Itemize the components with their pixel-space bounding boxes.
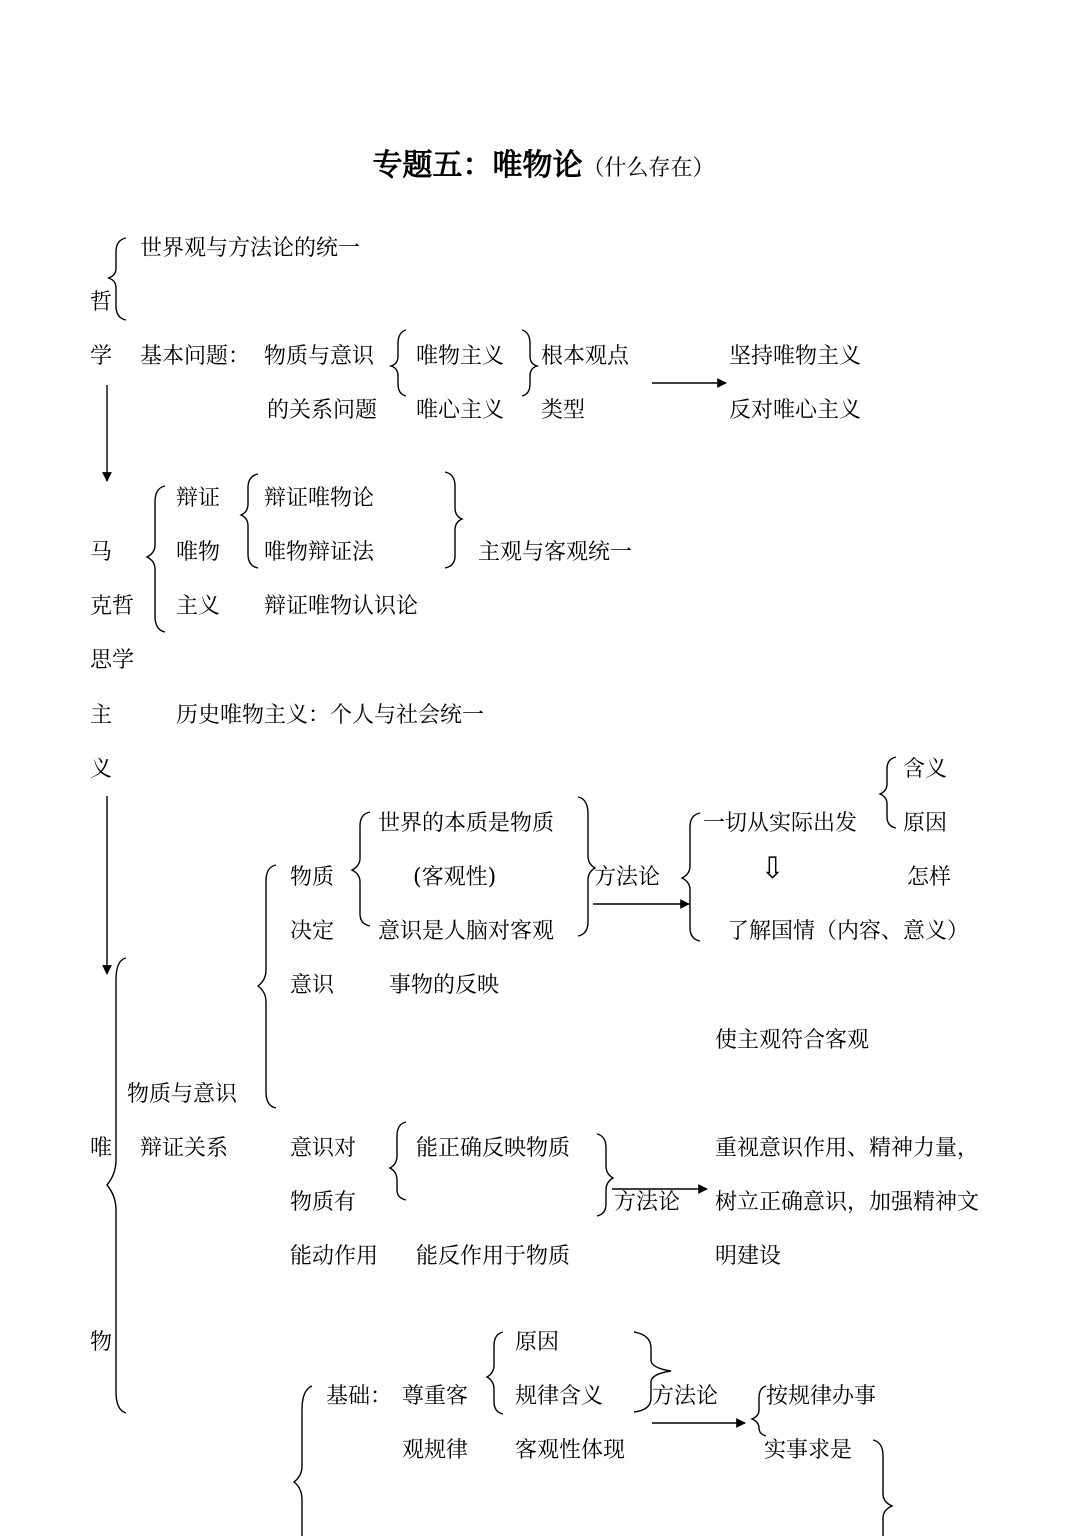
brace-meaning-left bbox=[880, 757, 896, 828]
dm-label-3: 主义 bbox=[176, 594, 221, 619]
brace-basic-question-right bbox=[522, 330, 537, 396]
label-xue: 学 bbox=[90, 344, 113, 369]
materialism-text: 唯物主义 bbox=[416, 344, 505, 369]
basic-question-line2: 的关系问题 bbox=[267, 398, 378, 423]
relation-label-1: 物质与意识 bbox=[127, 1082, 238, 1107]
from-reality-text: 一切从实际出发 bbox=[703, 811, 858, 836]
brace-law-right bbox=[634, 1332, 671, 1412]
brace-active-left bbox=[390, 1122, 406, 1200]
basic-question-label: 基本问题： bbox=[140, 344, 251, 369]
national-conditions-text: 了解国情（内容、意义） bbox=[727, 919, 970, 944]
value-spirit-text: 重视意识作用、精神力量， bbox=[715, 1136, 980, 1161]
title-main: 专题五：唯物论 bbox=[372, 148, 583, 183]
oppose-text: 反对唯心主义 bbox=[729, 398, 862, 423]
brace-law-left bbox=[487, 1332, 503, 1414]
marxism-label-kezhe: 克哲 bbox=[90, 594, 135, 619]
idealism-text: 唯心主义 bbox=[416, 398, 505, 423]
determine-label-3: 意识 bbox=[290, 973, 335, 998]
brace-dm-right bbox=[445, 472, 462, 568]
active-label-1: 意识对 bbox=[290, 1136, 357, 1161]
brace-act-left bbox=[752, 1386, 766, 1436]
brace-essence-right bbox=[578, 797, 595, 936]
respect-law-line1: 尊重客 bbox=[402, 1384, 469, 1409]
marxism-label-sixue: 思学 bbox=[90, 648, 135, 673]
active-label-2: 物质有 bbox=[290, 1190, 357, 1215]
root-view-text: 根本观点 bbox=[541, 344, 630, 369]
law-reason-text: 原因 bbox=[515, 1330, 560, 1355]
brace-basic-question-left bbox=[391, 330, 406, 396]
meaning-text: 含义 bbox=[903, 757, 948, 782]
brace-determine-left bbox=[258, 865, 276, 1108]
determine-label-1: 物质 bbox=[290, 865, 335, 890]
establish-text-line1: 树立正确意识，加强精神文 bbox=[715, 1190, 980, 1215]
basic-question-line1: 物质与意识 bbox=[264, 344, 375, 369]
brace-essence-left bbox=[352, 812, 370, 926]
objectivity-text: (客观性) bbox=[413, 865, 497, 890]
consciousness-reflect-line1: 意识是人脑对客观 bbox=[378, 919, 555, 944]
subj-fit-obj-text: 使主观符合客观 bbox=[715, 1028, 870, 1053]
determine-label-2: 决定 bbox=[290, 919, 335, 944]
method-label-2: 方法论 bbox=[614, 1190, 681, 1215]
how-text: 怎样 bbox=[907, 865, 952, 890]
basis-label: 基础： bbox=[326, 1384, 393, 1409]
historical-materialism-text: 历史唯物主义：个人与社会统一 bbox=[176, 703, 485, 728]
brace-reality-left bbox=[682, 813, 700, 941]
active-label-3: 能动作用 bbox=[290, 1244, 379, 1269]
respect-law-line2: 观规律 bbox=[402, 1438, 469, 1463]
act-by-law-text: 按规律办事 bbox=[766, 1384, 877, 1409]
title-sub: （什么存在） bbox=[582, 156, 715, 181]
label-zhe: 哲 bbox=[90, 290, 113, 315]
establish-text-line2: 明建设 bbox=[715, 1244, 782, 1269]
marxism-label-yi: 义 bbox=[90, 757, 113, 782]
reflect-correct-text: 能正确反映物质 bbox=[416, 1136, 571, 1161]
brace-marxism-left bbox=[147, 486, 165, 632]
uphold-text: 坚持唯物主义 bbox=[729, 344, 862, 369]
react-on-text: 能反作用于物质 bbox=[416, 1244, 571, 1269]
materialist-dialectics-text: 唯物辩证法 bbox=[264, 540, 375, 565]
consciousness-reflect-line2: 事物的反映 bbox=[389, 973, 500, 998]
method-label-3: 方法论 bbox=[652, 1384, 719, 1409]
marxism-label-zhu: 主 bbox=[90, 703, 113, 728]
subj-obj-unity-text: 主观与客观统一 bbox=[478, 540, 633, 565]
brace-basis-left bbox=[294, 1386, 312, 1536]
brace-materialism-left bbox=[107, 958, 126, 1413]
law-meaning-text: 规律含义 bbox=[515, 1384, 604, 1409]
materialism-label-wei: 唯 bbox=[90, 1136, 113, 1161]
dialectical-materialism-text: 辩证唯物论 bbox=[264, 486, 375, 511]
brace-dm-left bbox=[241, 474, 258, 568]
type-text: 类型 bbox=[541, 398, 586, 423]
seek-truth-text: 实事求是 bbox=[764, 1438, 853, 1463]
marxism-label-ma: 马 bbox=[90, 540, 113, 565]
brace-active-right bbox=[597, 1134, 613, 1216]
down-arrow-icon: ⇩ bbox=[760, 851, 786, 886]
law-objectivity-text: 客观性体现 bbox=[515, 1438, 626, 1463]
dm-label-2: 唯物 bbox=[176, 540, 221, 565]
relation-label-2: 辩证关系 bbox=[140, 1136, 229, 1161]
world-essence-text: 世界的本质是物质 bbox=[378, 811, 555, 836]
reason-text: 原因 bbox=[903, 811, 948, 836]
method-label-1: 方法论 bbox=[594, 865, 661, 890]
materialism-label-wu: 物 bbox=[90, 1330, 113, 1355]
unity-text: 世界观与方法论的统一 bbox=[140, 236, 361, 261]
epistemology-text: 辩证唯物认识论 bbox=[264, 594, 419, 619]
brace-philosophy-left bbox=[108, 238, 126, 320]
dm-label-1: 辩证 bbox=[176, 486, 221, 511]
brace-seek-truth-right bbox=[873, 1440, 892, 1536]
